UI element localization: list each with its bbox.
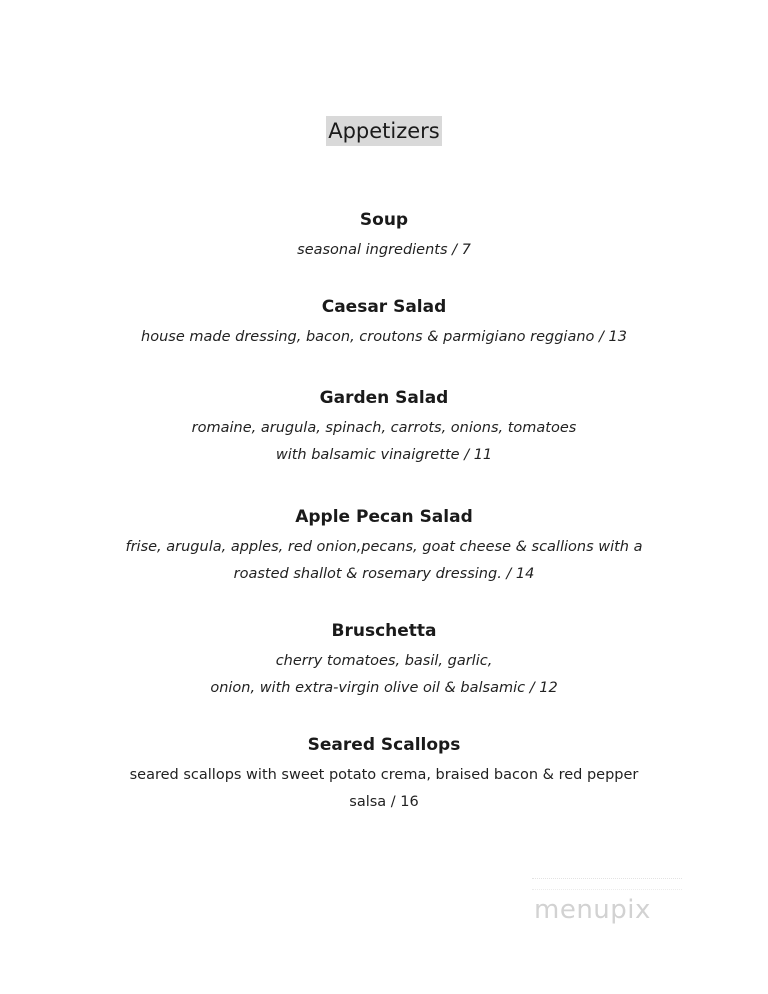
- menu-item-apple-pecan-salad: [0, 505, 768, 588]
- item-description-line: cherry tomatoes, basil, garlic,: [275, 653, 493, 669]
- item-description-line: seared scallops with sweet potato crema, braised bacon & red pepper: [129, 767, 639, 783]
- menupix-watermark: [522, 874, 692, 930]
- menu-item-seared-scallops: [0, 733, 768, 816]
- item-name: Soup: [359, 210, 409, 230]
- item-description-line: romaine, arugula, spinach, carrots, onions, tomatoes: [191, 420, 577, 436]
- item-description: [0, 648, 768, 702]
- item-description-line: frise, arugula, apples, red onion,pecans, goat cheese & scallions with a: [125, 539, 643, 555]
- section-title: Appetizers: [326, 116, 442, 146]
- item-description: [0, 762, 768, 816]
- item-description-line: house made dressing, bacon, croutons & parmigiano reggiano / 13: [141, 329, 627, 345]
- watermark-decoration: [532, 878, 682, 890]
- item-name: Garden Salad: [319, 388, 449, 408]
- menu-item-soup: [0, 208, 768, 264]
- item-description-line: with balsamic vinaigrette / 11: [275, 447, 493, 463]
- item-name: Bruschetta: [331, 621, 437, 641]
- watermark-text: menupix: [534, 895, 651, 925]
- item-name: Apple Pecan Salad: [295, 507, 473, 527]
- item-description-line: onion, with extra-virgin olive oil & balsamic / 12: [210, 680, 558, 696]
- item-description-line: roasted shallot & rosemary dressing. / 14: [233, 566, 535, 582]
- item-name: Seared Scallops: [307, 735, 461, 755]
- menu-item-bruschetta: [0, 619, 768, 702]
- item-description-line: seasonal ingredients / 7: [297, 242, 471, 258]
- item-name: Caesar Salad: [321, 297, 447, 317]
- item-description: [0, 237, 768, 264]
- item-description-line: salsa / 16: [349, 794, 419, 810]
- menu-item-caesar-salad: [0, 295, 768, 351]
- menu-item-garden-salad: [0, 386, 768, 469]
- item-description: [0, 415, 768, 469]
- section-heading: [0, 116, 768, 146]
- item-description: [0, 534, 768, 588]
- item-description: [0, 324, 768, 351]
